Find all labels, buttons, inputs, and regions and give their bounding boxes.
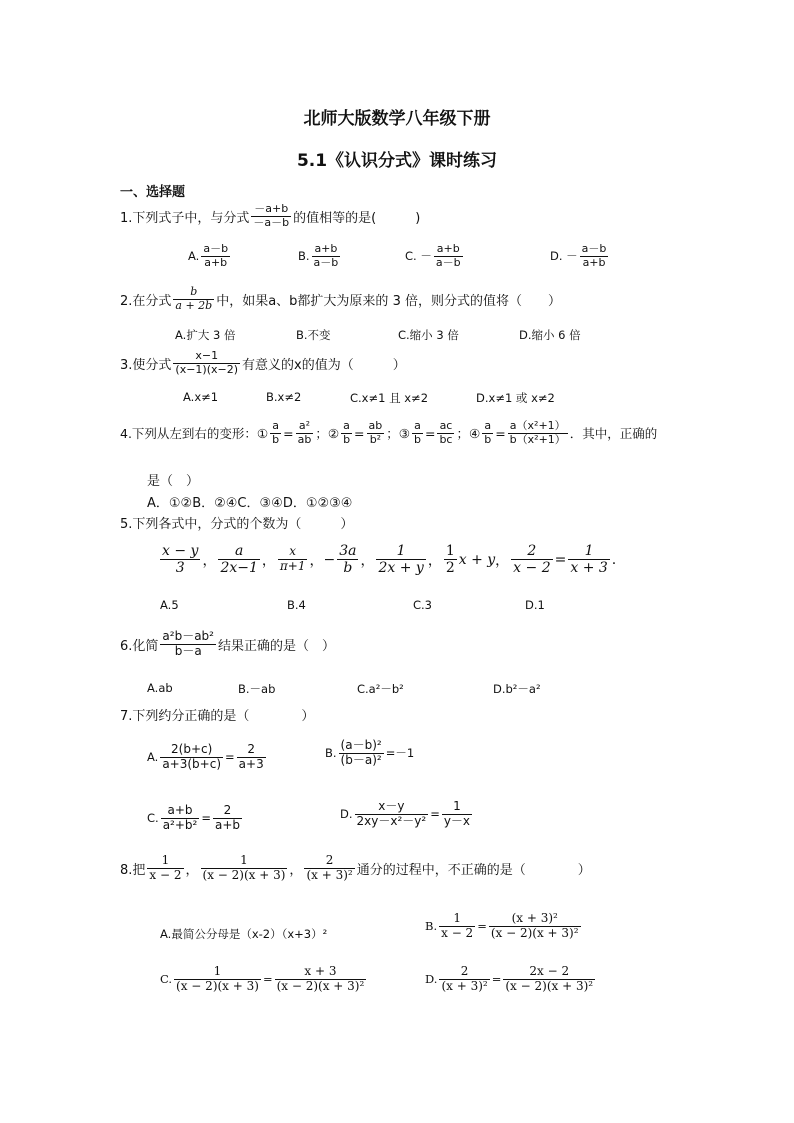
denominator: 2 bbox=[445, 560, 455, 577]
q2-option-a: A.扩大 3 倍 bbox=[175, 328, 236, 342]
separator: ， bbox=[427, 552, 442, 569]
denominator: a－b bbox=[435, 255, 461, 269]
q1-option-a bbox=[188, 243, 232, 269]
expr-fraction bbox=[278, 545, 308, 574]
expr-fraction bbox=[376, 543, 425, 576]
q1-option-c bbox=[405, 243, 465, 269]
question-5: 5.下列各式中，分式的个数为（ ） bbox=[120, 517, 354, 532]
option-label: D. bbox=[550, 249, 563, 264]
option-fraction bbox=[174, 965, 261, 994]
q1-stem-post: 的值相等的是( ) bbox=[293, 210, 421, 226]
separator: ；④ bbox=[456, 426, 481, 442]
denominator: －a－b bbox=[253, 215, 290, 229]
q4-options: A．①②B．②④C．③④D．①②③④ bbox=[147, 496, 353, 511]
minus-sign: － bbox=[566, 249, 578, 264]
numerator: x－y bbox=[378, 799, 405, 813]
q2-option-b: B.不变 bbox=[296, 328, 331, 342]
numerator: 2 bbox=[527, 543, 537, 559]
denominator: a²+b² bbox=[162, 817, 198, 832]
numerator: 1 bbox=[584, 543, 594, 559]
separator: ， bbox=[360, 552, 375, 569]
denominator: (x − 2)(x + 3)² bbox=[276, 978, 365, 993]
separator: ， bbox=[289, 862, 303, 878]
numerator: x − y bbox=[162, 543, 199, 559]
option-label: B. bbox=[425, 919, 438, 934]
denominator: a+b bbox=[214, 817, 241, 832]
numerator: 1 bbox=[161, 853, 170, 867]
question-6 bbox=[120, 630, 335, 659]
numerator: 1 bbox=[240, 853, 248, 867]
denominator: (x + 3)² bbox=[441, 978, 488, 993]
denominator: 3 bbox=[175, 560, 185, 577]
denominator: b bbox=[343, 432, 351, 446]
q4-fraction bbox=[296, 420, 314, 446]
numerator: x−1 bbox=[195, 349, 219, 362]
expr-tail: x + y bbox=[458, 551, 496, 568]
option-label: B. bbox=[298, 249, 310, 264]
option-label: A. bbox=[147, 750, 159, 765]
separator: ；③ bbox=[386, 426, 410, 442]
numerator: x + 3 bbox=[304, 964, 337, 978]
numerator: 2 bbox=[223, 803, 232, 817]
expr-fraction bbox=[160, 543, 200, 576]
denominator: a+b bbox=[204, 255, 228, 269]
option-fraction bbox=[312, 243, 341, 269]
q6-stem-pre: 6.化简 bbox=[120, 638, 159, 654]
q8-fraction bbox=[201, 854, 288, 883]
option-fraction bbox=[580, 243, 609, 269]
section-heading: 一、选择题 bbox=[120, 185, 186, 200]
denominator: b² bbox=[369, 432, 382, 446]
q2-option-d: D.缩小 6 倍 bbox=[519, 328, 581, 342]
q6-fraction bbox=[160, 630, 216, 659]
q8-fraction bbox=[304, 854, 354, 883]
separator: ， bbox=[202, 552, 217, 569]
q8-option-c bbox=[160, 965, 368, 994]
q5-expressions bbox=[158, 543, 616, 576]
q7-option-d bbox=[340, 800, 474, 829]
numerator: 2 bbox=[460, 964, 469, 978]
q4-fraction bbox=[437, 420, 454, 446]
denominator: 2x + y bbox=[378, 560, 424, 577]
denominator: (x − 2)(x + 3)² bbox=[505, 978, 594, 993]
question-1 bbox=[120, 203, 420, 229]
option-fraction bbox=[439, 965, 489, 994]
document-title: 北师大版数学八年级下册 bbox=[303, 109, 491, 129]
numerator: a－b bbox=[203, 242, 229, 255]
q7-option-b bbox=[325, 739, 414, 768]
denominator: b bbox=[484, 432, 492, 446]
q4-fraction bbox=[270, 420, 281, 446]
question-7: 7.下列约分正确的是（ ） bbox=[120, 709, 315, 724]
option-fraction bbox=[442, 800, 472, 829]
numerator: (a－b)² bbox=[340, 738, 382, 752]
equals-sign: = bbox=[430, 807, 440, 822]
q1-fraction bbox=[251, 203, 291, 229]
option-label: D. bbox=[340, 807, 353, 822]
q6-option-b: B.－ab bbox=[238, 682, 276, 696]
denominator: b－a bbox=[174, 643, 202, 658]
numerator: a bbox=[234, 543, 244, 559]
q3-option-b: B.x≠2 bbox=[266, 390, 302, 404]
denominator: a+b bbox=[582, 255, 606, 269]
q4-fraction bbox=[367, 420, 385, 446]
denominator: π+1 bbox=[279, 559, 306, 574]
numerator: x bbox=[289, 544, 297, 559]
denominator: bc bbox=[439, 432, 453, 446]
numerator: 1 bbox=[213, 964, 222, 978]
option-fraction bbox=[434, 243, 463, 269]
q4-stem-post: ．其中，正确的 bbox=[569, 426, 658, 442]
denominator: (x−1)(x−2) bbox=[175, 362, 239, 376]
q4-fraction bbox=[508, 420, 568, 446]
q1-option-b bbox=[298, 243, 342, 269]
denominator: a+3(b+c) bbox=[162, 756, 222, 771]
q7-option-a bbox=[147, 743, 268, 772]
denominator: 2xy－x²－y² bbox=[356, 813, 427, 828]
denominator: 2x−1 bbox=[220, 560, 258, 577]
denominator: b bbox=[272, 432, 280, 446]
question-8 bbox=[120, 854, 591, 883]
q3-option-d: D.x≠1 或 x≠2 bbox=[476, 391, 555, 405]
denominator: (x − 2)(x + 3) bbox=[202, 867, 286, 882]
numerator: 2(b+c) bbox=[171, 742, 213, 756]
option-fraction bbox=[213, 804, 242, 833]
q3-fraction bbox=[173, 350, 240, 376]
numerator: a+b bbox=[167, 803, 193, 817]
denominator: a－b bbox=[313, 255, 339, 269]
question-4: 4.下列从左到右的变形：① $\frac{a}{b}$ = $\frac{\text{a²}}{ab}$ ；② $\frac{a}{b}$ = $\frac{ab}{\text{b²}}$ ；③ $\frac{a}{b}$ = $\frac{ac}{bc}$ ；④ $\frac{a}{b}$ = $\frac{\text{a（x²+1）}}{\text{b（x²+1）}}$ ．其中，正确的 bbox=[120, 419, 658, 446]
q6-option-a: A.ab bbox=[147, 681, 173, 695]
q3-stem-pre: 3.使分式 bbox=[120, 357, 172, 373]
q2-option-c: C.缩小 3 倍 bbox=[398, 328, 459, 342]
equals-sign: = bbox=[491, 972, 502, 987]
option-label: A. bbox=[188, 249, 200, 264]
separator: ， bbox=[309, 552, 324, 569]
q8-option-a: A.最简公分母是（x-2）（x+3）² bbox=[160, 927, 328, 941]
denominator: b bbox=[413, 432, 421, 446]
equals-sign: = bbox=[554, 551, 567, 568]
equals-sign: =－1 bbox=[385, 746, 415, 761]
expr-fraction bbox=[511, 543, 552, 576]
numerator: (x + 3)² bbox=[511, 911, 558, 925]
numerator: a（x²+1） bbox=[509, 419, 566, 432]
q3-option-c: C.x≠1 且 x≠2 bbox=[350, 391, 429, 405]
option-fraction bbox=[339, 739, 384, 768]
option-fraction bbox=[201, 243, 230, 269]
numerator: a+b bbox=[436, 242, 460, 255]
q5-option-a: A.5 bbox=[160, 598, 179, 612]
numerator: b bbox=[190, 285, 198, 298]
minus-sign: － bbox=[420, 249, 432, 264]
q3-stem-post: 有意义的x的值为（ ） bbox=[242, 357, 406, 373]
q2-fraction bbox=[173, 286, 214, 312]
q8-fraction bbox=[147, 854, 183, 883]
option-fraction bbox=[489, 912, 581, 941]
separator: ， bbox=[261, 552, 276, 569]
option-fraction bbox=[503, 965, 595, 994]
q7-option-c bbox=[147, 804, 244, 833]
option-fraction bbox=[275, 965, 367, 994]
question-2 bbox=[120, 286, 561, 312]
q6-stem-post: 结果正确的是（ ） bbox=[217, 638, 335, 654]
option-label: C. bbox=[405, 249, 417, 264]
q3-option-a: A.x≠1 bbox=[183, 390, 219, 404]
numerator: 2x − 2 bbox=[529, 964, 570, 978]
q5-option-b: B.4 bbox=[287, 598, 306, 612]
denominator: x − 2 bbox=[441, 925, 474, 940]
q5-option-d: D.1 bbox=[525, 598, 545, 612]
denominator: (b－a)² bbox=[340, 752, 382, 767]
q8-option-b bbox=[425, 912, 583, 941]
q2-stem-post: 中，如果a、b都扩大为原来的 3 倍，则分式的值将（ ） bbox=[216, 293, 561, 309]
denominator: b bbox=[343, 560, 353, 577]
separator: ， bbox=[185, 862, 199, 878]
denominator: y－x bbox=[443, 813, 471, 828]
q8-stem-post: 通分的过程中，不正确的是（ ） bbox=[356, 862, 591, 878]
numerator: 1 bbox=[445, 543, 455, 559]
denominator: (x − 2)(x + 3)² bbox=[490, 925, 579, 940]
numerator: 3a bbox=[339, 543, 357, 559]
option-label: B. bbox=[325, 746, 337, 761]
numerator: －a+b bbox=[254, 202, 289, 215]
q4-fraction bbox=[412, 420, 423, 446]
numerator: a² bbox=[298, 419, 311, 432]
q8-stem-pre: 8.把 bbox=[120, 862, 146, 878]
denominator: b（x²+1） bbox=[509, 432, 566, 446]
equals-sign: = bbox=[477, 919, 487, 934]
denominator: x + 3 bbox=[570, 560, 608, 577]
q6-option-c: C.a²－b² bbox=[357, 682, 404, 696]
equals-sign: = bbox=[262, 972, 273, 987]
q6-option-d: D.b²－a² bbox=[493, 682, 541, 696]
minus-sign: − bbox=[323, 551, 336, 568]
option-label: D. bbox=[425, 972, 438, 987]
denominator: (x + 3)² bbox=[306, 867, 353, 882]
equals-sign: = bbox=[225, 750, 235, 765]
expr-fraction bbox=[444, 543, 457, 576]
numerator: 1 bbox=[396, 543, 406, 559]
q2-stem-pre: 2.在分式 bbox=[120, 293, 172, 309]
numerator: 1 bbox=[453, 911, 461, 925]
q8-option-d bbox=[425, 965, 597, 994]
numerator: 1 bbox=[453, 799, 461, 813]
expr-fraction bbox=[218, 543, 259, 576]
numerator: a+b bbox=[314, 242, 338, 255]
q1-option-d bbox=[550, 243, 610, 269]
q4-fraction bbox=[482, 420, 493, 446]
document-subtitle: 5.1《认识分式》课时练习 bbox=[296, 151, 498, 171]
numerator: a²b－ab² bbox=[162, 629, 214, 643]
q4-stem-pre: 4.下列从左到右的变形：① bbox=[120, 426, 269, 442]
numerator: a bbox=[414, 419, 421, 432]
question-3 bbox=[120, 350, 406, 376]
q1-stem-pre: 1.下列式子中，与分式 bbox=[120, 210, 250, 226]
numerator: a bbox=[484, 419, 492, 432]
numerator: a－b bbox=[581, 242, 607, 255]
denominator: a+3 bbox=[238, 756, 264, 771]
option-fraction bbox=[161, 804, 200, 833]
option-label: C. bbox=[160, 972, 173, 987]
denominator: ab bbox=[297, 432, 312, 446]
denominator: x − 2 bbox=[513, 560, 551, 577]
q4-fraction bbox=[341, 420, 352, 446]
option-fraction bbox=[355, 800, 429, 829]
period: . bbox=[611, 551, 617, 568]
option-fraction bbox=[439, 912, 475, 941]
numerator: 2 bbox=[325, 853, 334, 867]
option-label: C. bbox=[147, 811, 159, 826]
numerator: a bbox=[272, 419, 279, 432]
numerator: ab bbox=[368, 419, 383, 432]
denominator: a + 2b bbox=[175, 298, 213, 312]
denominator: (x − 2)(x + 3) bbox=[176, 978, 259, 993]
numerator: ac bbox=[439, 419, 453, 432]
numerator: a bbox=[343, 419, 350, 432]
denominator: x − 2 bbox=[149, 867, 182, 882]
q4-stem-line2: 是（ ） bbox=[147, 474, 200, 489]
numerator: 2 bbox=[247, 742, 255, 756]
equals-sign: = bbox=[201, 811, 211, 826]
q5-option-c: C.3 bbox=[413, 598, 433, 612]
expr-fraction bbox=[568, 543, 609, 576]
option-fraction bbox=[160, 743, 223, 772]
separator: ， bbox=[495, 552, 510, 569]
separator: ；② bbox=[315, 426, 340, 442]
expr-fraction bbox=[337, 543, 358, 576]
option-fraction bbox=[237, 743, 266, 772]
